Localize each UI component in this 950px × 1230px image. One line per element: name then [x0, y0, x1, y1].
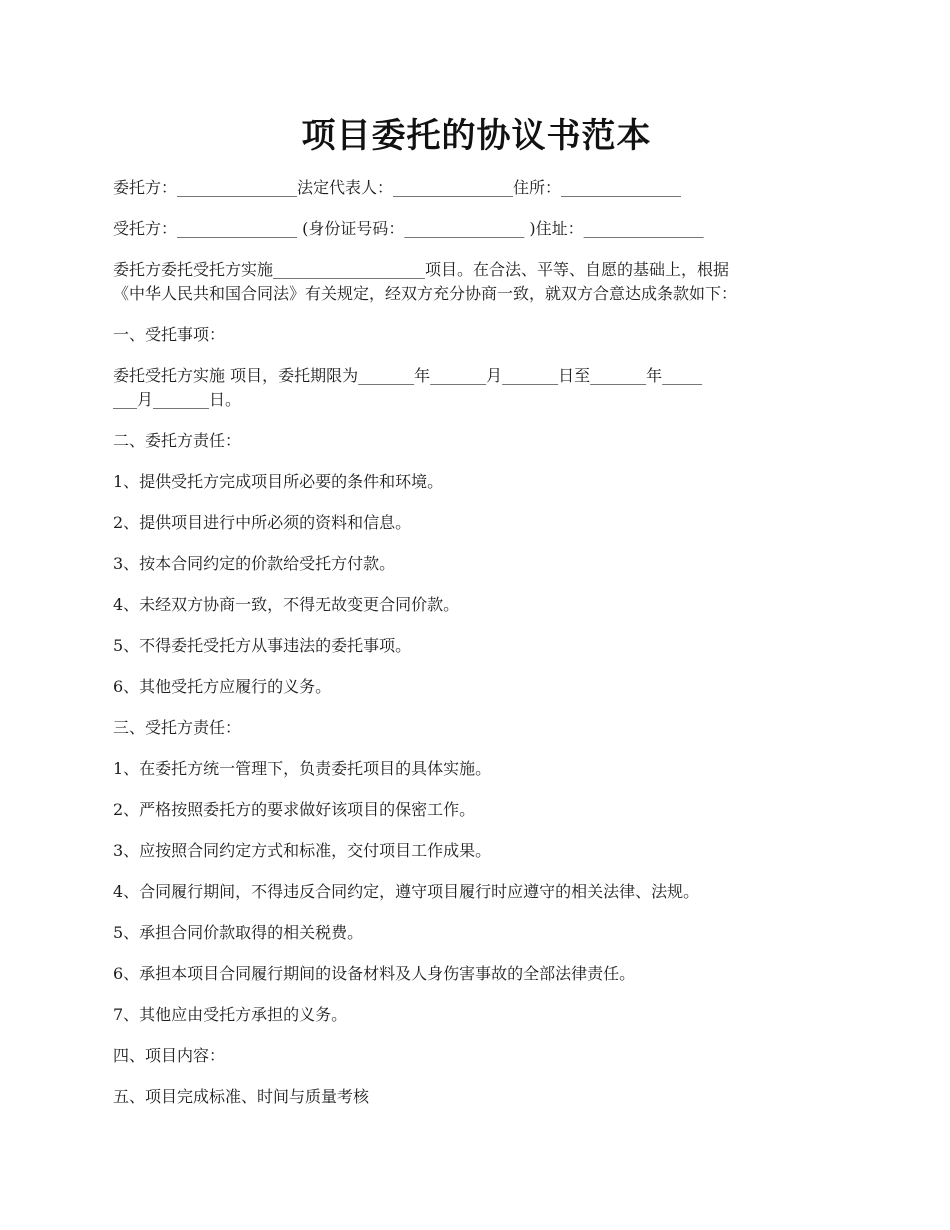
principal-duty-4: 4、未经双方协商一致，不得无故变更合同价款。	[113, 595, 460, 614]
document-title: 项目委托的协议书范本	[301, 116, 652, 156]
principal-duty-2: 2、提供项目进行中所必须的资料和信息。	[113, 513, 412, 532]
section-heading-project-content: 四、项目内容：	[113, 1046, 226, 1065]
principal-duty-6: 6、其他受托方应履行的义务。	[113, 677, 332, 696]
agent-duty-1: 1、在委托方统一管理下，负责委托项目的具体实施。	[113, 759, 492, 778]
principal-duty-1: 1、提供受托方完成项目所必要的条件和环境。	[113, 472, 444, 491]
section-heading-agent-duties: 三、受托方责任：	[113, 718, 242, 737]
section-heading-principal-duties: 二、委托方责任：	[113, 431, 242, 450]
clause-preamble	[113, 258, 840, 306]
section-heading-completion-standards: 五、项目完成标准、时间与质量考核	[113, 1087, 370, 1106]
agent-duty-5: 5、承担合同价款取得的相关税费。	[113, 923, 364, 942]
preamble-line-2: 《中华人民共和国合同法》有关规定，经双方充分协商一致，就双方合意达成条款如下：	[113, 284, 738, 303]
section-heading-entrusted-matters: 一、受托事项：	[113, 325, 226, 344]
clause-entrust-period	[113, 364, 840, 412]
clause-principal-info: 委托方：_______________法定代表人：_______________住所：_______________	[113, 178, 682, 197]
agent-duty-3: 3、应按照合同约定方式和标准，交付项目工作成果。	[113, 841, 492, 860]
agent-duty-2: 2、严格按照委托方的要求做好该项目的保密工作。	[113, 800, 476, 819]
agent-duty-7: 7、其他应由受托方承担的义务。	[113, 1005, 348, 1024]
document-page	[113, 0, 840, 1230]
clause-agent-info: 受托方：_______________ (身份证号码：_______________ )住址：_______________	[113, 219, 704, 238]
agent-duty-4: 4、合同履行期间，不得违反合同约定，遵守项目履行时应遵守的相关法律、法规。	[113, 882, 700, 901]
document-body	[113, 176, 840, 1126]
agent-duty-6: 6、承担本项目合同履行期间的设备材料及人身伤害事故的全部法律责任。	[113, 964, 636, 983]
principal-duty-5: 5、不得委托受托方从事违法的委托事项。	[113, 636, 412, 655]
principal-duty-3: 3、按本合同约定的价款给受托方付款。	[113, 554, 396, 573]
preamble-line-1: 委托方委托受托方实施___________________项目。在合法、平等、自愿的基础上，根据	[113, 260, 730, 279]
entrust-period-line-2: ___月_______日。	[113, 390, 242, 409]
entrust-period-line-1: 委托受托方实施 项目，委托期限为_______年_______月_______日至_______年_____	[113, 366, 703, 385]
